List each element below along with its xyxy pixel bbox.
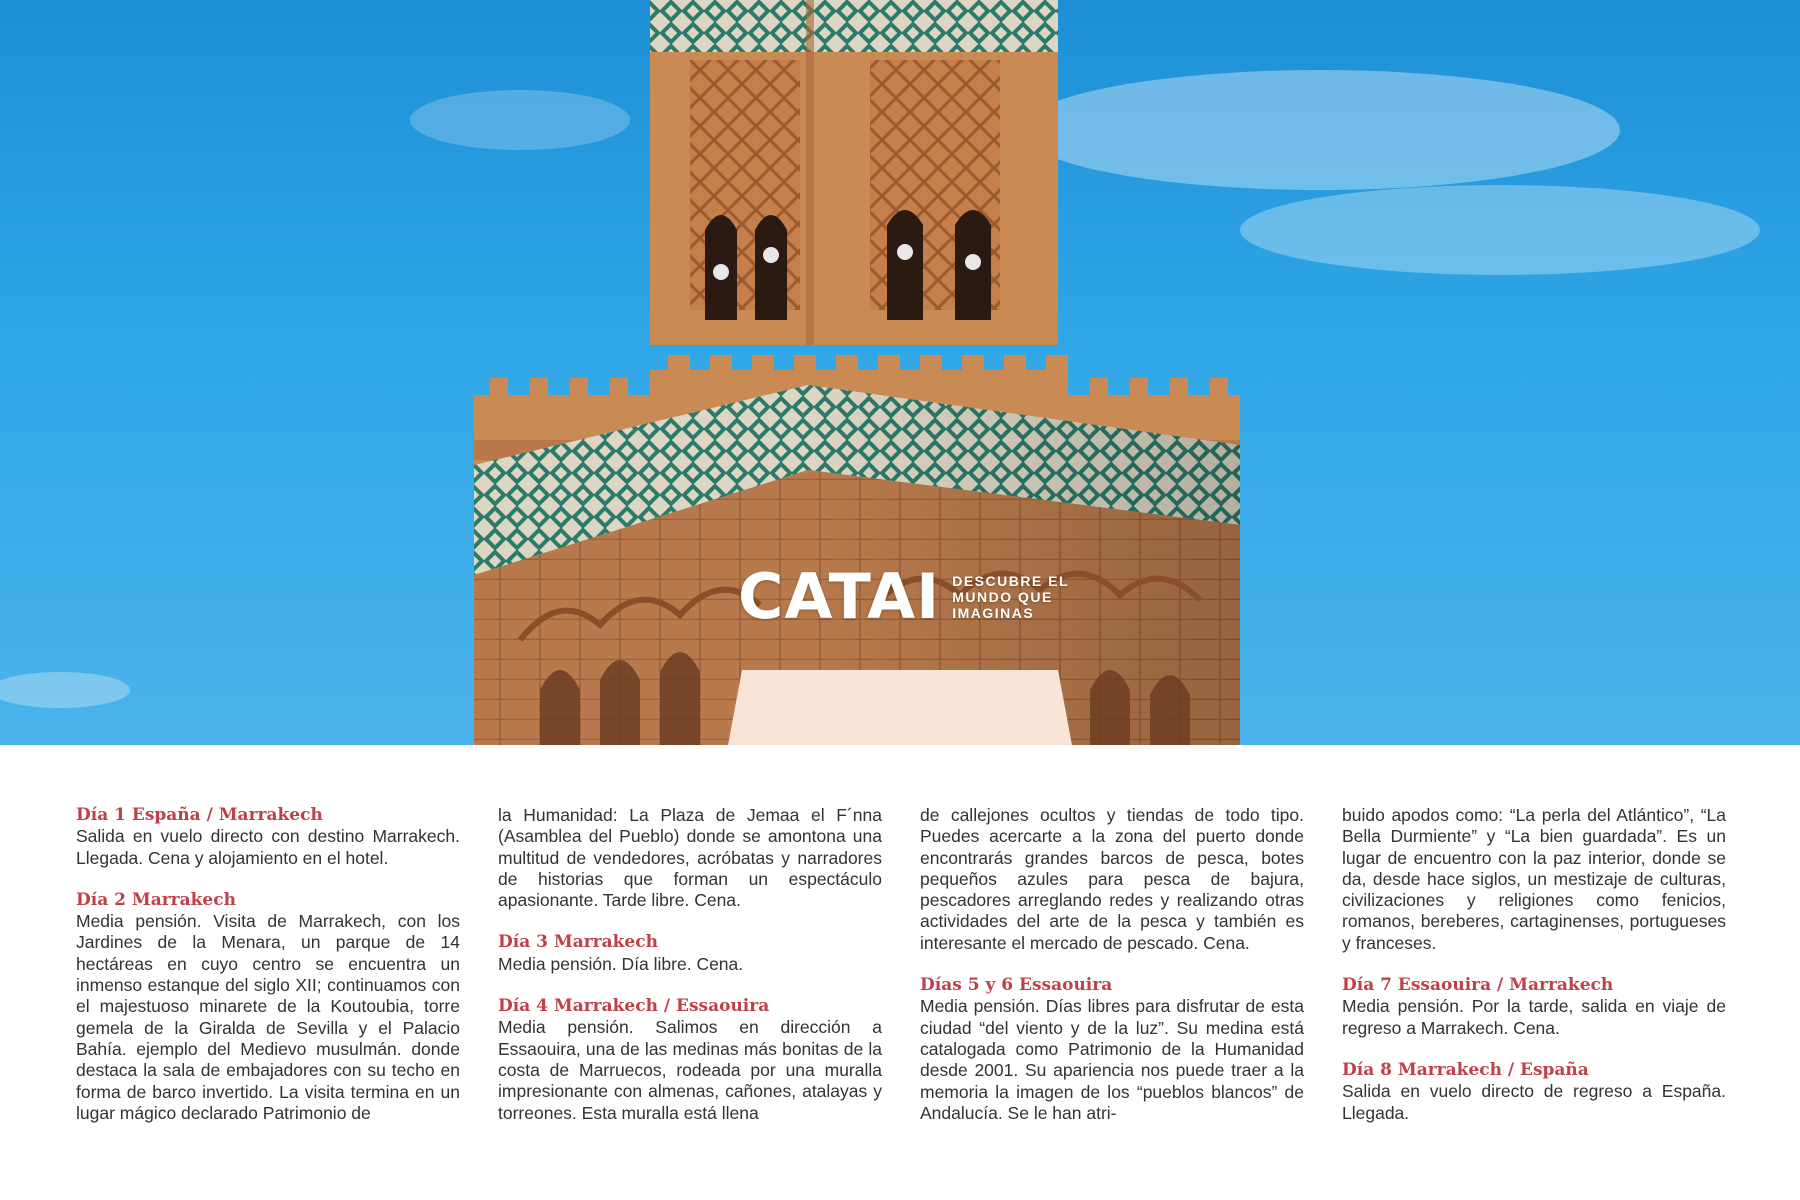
cloud (410, 90, 630, 150)
window-arch (887, 210, 923, 320)
cover-panel (728, 670, 1072, 745)
day-heading: Día 2 Marrakech (76, 889, 236, 910)
day-heading: Día 7 Essaouira / Marrakech (1342, 975, 1614, 996)
itinerary-block (76, 890, 460, 1124)
day-text: Media pensión. Por la tarde, salida en viaje de regreso a Marrakech. Cena. (1342, 996, 1726, 1038)
day-heading: Días 5 y 6 Essaouira (920, 975, 1113, 996)
itinerary-block (498, 996, 882, 1124)
day-heading: Día 1 España / Marrakech (76, 805, 323, 825)
day-text: de callejones ocultos y tiendas de todo tipo. Puedes acercarte a la zona del puerto donde encontrarás grandes barcos de pesca, botes pequeños azules para pesca de bajura, pescadores arreglando redes y realizando otras actividades del arte de la pesca y también es interesante el mercado de pescado. Cena. (920, 805, 1304, 953)
itinerary-column (1342, 805, 1726, 1145)
itinerary-block (1342, 1060, 1726, 1124)
day-text: buido apodos como: “La perla del Atlántico”, “La Bella Durmiente” y “La bien guardada”. Es un lugar de encuentro con la paz interior, donde se da, desde hace siglos, un mestizaje de culturas, civilizaciones y religiones como fenicios, romanos, bereberes, cartaginenses, portugueses y franceses. (1342, 805, 1726, 953)
day-text: Media pensión. Salimos en dirección a Essaouira, una de las medinas más bonitas de la costa de Marruecos, rodeada por una muralla impresionante con almenas, cañones, atalayas y torreones. Esta muralla está llena (498, 1017, 882, 1123)
day-heading: Día 4 Marrakech / Essaouira (498, 996, 770, 1017)
day-text: Media pensión. Visita de Marrakech, con los Jardines de la Menara, un parque de 14 hectáreas en cuyo centro se encuentra un inmenso estanque del siglo XII; continuamos con el majestuoso minarete de la Koutoubia, torre gemela de la Giralda de Sevilla y el Palacio Bahía. ejemplo del Medievo musulmán. donde destaca la sala de embajadores con su techo en forma de barco invertido. La visita termina en un lugar mágico declarado Patrimonio de (76, 911, 460, 1123)
day-heading: Día 8 Marrakech / España (1342, 1059, 1589, 1080)
itinerary-column (498, 805, 882, 1145)
day-text: Media pensión. Día libre. Cena. (498, 953, 744, 974)
day-heading: Día 3 Marrakech (498, 932, 658, 953)
day-text: la Humanidad: La Plaza de Jemaa el F´nna (Asamblea del Pueblo) donde se amontona una multitud de vendedores, acróbatas y narradores de historias que forman un espectáculo apasionante. Tarde libre. Cena. (498, 805, 882, 911)
brand-tagline: DESCUBRE EL MUNDO QUE IMAGINAS (952, 573, 1069, 621)
cloud (0, 672, 130, 708)
brand-name: CATAI (738, 560, 941, 633)
brand-logo (738, 560, 1082, 633)
cloud (1240, 185, 1760, 275)
day-text: Salida en vuelo directo con destino Marrakech. Llegada. Cena y alojamiento en el hotel. (76, 826, 460, 868)
itinerary-block (1342, 805, 1726, 954)
cloud (1020, 70, 1620, 190)
day-text: Salida en vuelo directo de regreso a España. Llegada. (1342, 1081, 1726, 1123)
itinerary-block (498, 932, 882, 975)
itinerary-column (920, 805, 1304, 1145)
itinerary-column (76, 805, 460, 1145)
itinerary-block (498, 805, 882, 911)
itinerary-block (920, 805, 1304, 954)
itinerary-block (76, 805, 460, 869)
itinerary-block (920, 975, 1304, 1124)
itinerary-block (1342, 975, 1726, 1039)
day-text: Media pensión. Días libres para disfrutar de esta ciudad “del viento y de la luz”. Su medina está catalogada como Patrimonio de la Humanidad desde 2001. Su apariencia nos puede traer a la memoria la imagen de los “pueblos blancos” de Andalucía. Se le han atri- (920, 996, 1304, 1123)
itinerary-columns (76, 805, 1726, 1145)
window-arch (755, 215, 787, 320)
